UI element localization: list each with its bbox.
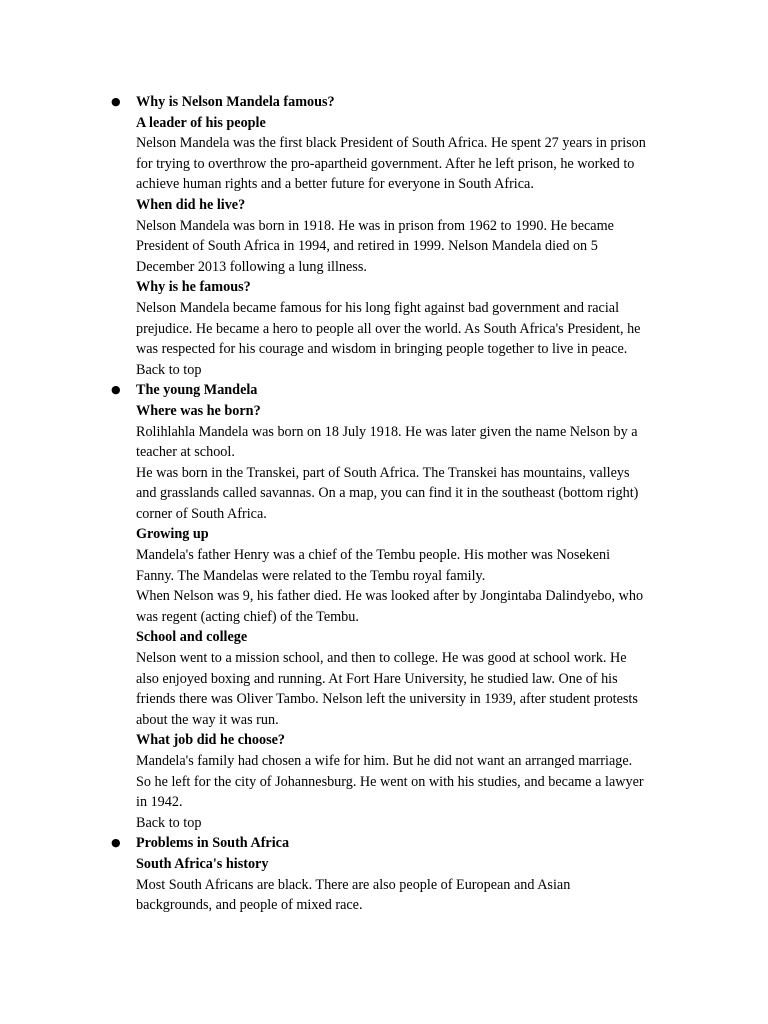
text-line: Nelson Mandela was the first black President of South Africa. He spent 27 years in prison [136, 135, 646, 152]
section-problems [111, 833, 684, 915]
subheading-when: When did he live? [136, 196, 246, 213]
text-line: for trying to overthrow the pro-apartheid government. After he left prison, he worked to [136, 155, 635, 172]
text-line: Nelson Mandela became famous for his long fight against bad government and racial [136, 299, 620, 316]
section-young-mandela [111, 380, 684, 833]
text-line: and grasslands called savannas. On a map, you can find it in the southeast (bottom right) [136, 485, 639, 502]
paragraph-school [136, 648, 684, 730]
bullet-icon: ● [111, 383, 121, 397]
paragraph-growing-2 [136, 586, 684, 627]
text-line: friends there was Oliver Tambo. Nelson left the university in 1939, after student protests [136, 691, 638, 708]
section-heading: Why is Nelson Mandela famous? [136, 94, 335, 110]
paragraph-history [136, 875, 684, 916]
text-line: Nelson Mandela was born in 1918. He was in prison from 1962 to 1990. He became [136, 217, 614, 234]
paragraph-growing-1 [136, 545, 684, 586]
paragraph-why [136, 298, 684, 360]
text-line: Mandela's family had chosen a wife for him. But he did not want an arranged marriage. [136, 753, 633, 769]
text-line: He was born in the Transkei, part of South Africa. The Transkei has mountains, valleys [136, 464, 630, 481]
section-why-famous [111, 92, 684, 380]
text-line: also enjoyed boxing and running. At Fort Hare University, he studied law. One of his [136, 670, 618, 687]
paragraph-when [136, 216, 684, 278]
text-line: Nelson went to a mission school, and then to college. He was good at school work. He [136, 650, 627, 667]
paragraph-born-2 [136, 463, 684, 525]
text-line: When Nelson was 9, his father died. He was looked after by Jongintaba Dalindyebo, who [136, 588, 644, 605]
text-line: So he left for the city of Johannesburg. He went on with his studies, and became a lawyer [136, 773, 644, 790]
subheading-job: What job did he choose? [136, 732, 285, 749]
text-line: about the way it was run. [136, 711, 279, 728]
subheading-school: School and college [136, 629, 248, 646]
section-heading: Problems in South Africa [136, 835, 290, 852]
subheading-leader: A leader of his people [136, 114, 266, 131]
text-line: teacher at school. [136, 444, 235, 461]
bullet-icon: ● [111, 95, 121, 108]
text-line: prejudice. He became a hero to people all over the world. As South Africa's President, he [136, 320, 641, 337]
paragraph-leader [136, 133, 684, 195]
subheading-born: Where was he born? [136, 402, 261, 419]
subheading-why: Why is he famous? [136, 279, 251, 296]
text-line: December 2013 following a lung illness. [136, 258, 367, 275]
subheading-history: South Africa's history [136, 855, 269, 872]
text-line: was respected for his courage and wisdom in bringing people together to live in peace. [136, 341, 628, 358]
text-line: President of South Africa in 1994, and retired in 1999. Nelson Mandela died on 5 [136, 238, 598, 255]
text-line: in 1942. [136, 794, 183, 811]
paragraph-born-1 [136, 422, 684, 463]
text-line: Most South Africans are black. There are also people of European and Asian [136, 876, 571, 893]
text-line: Rolihlahla Mandela was born on 18 July 1918. He was later given the name Nelson by a [136, 423, 638, 440]
paragraph-job [136, 751, 684, 813]
text-line: backgrounds, and people of mixed race. [136, 897, 363, 914]
section-list [111, 92, 684, 916]
back-to-top-link[interactable]: Back to top [136, 814, 202, 831]
text-line: Fanny. The Mandelas were related to the Tembu royal family. [136, 567, 486, 584]
text-line: Mandela's father Henry was a chief of the Tembu people. His mother was Nosekeni [136, 547, 611, 564]
text-line: achieve human rights and a better future for everyone in South Africa. [136, 176, 534, 193]
back-to-top-link[interactable]: Back to top [136, 361, 202, 378]
section-heading: The young Mandela [136, 382, 258, 399]
text-line: corner of South Africa. [136, 505, 267, 522]
text-line: was regent (acting chief) of the Tembu. [136, 608, 359, 625]
subheading-growing-up: Growing up [136, 526, 209, 543]
bullet-icon: ● [111, 836, 121, 850]
